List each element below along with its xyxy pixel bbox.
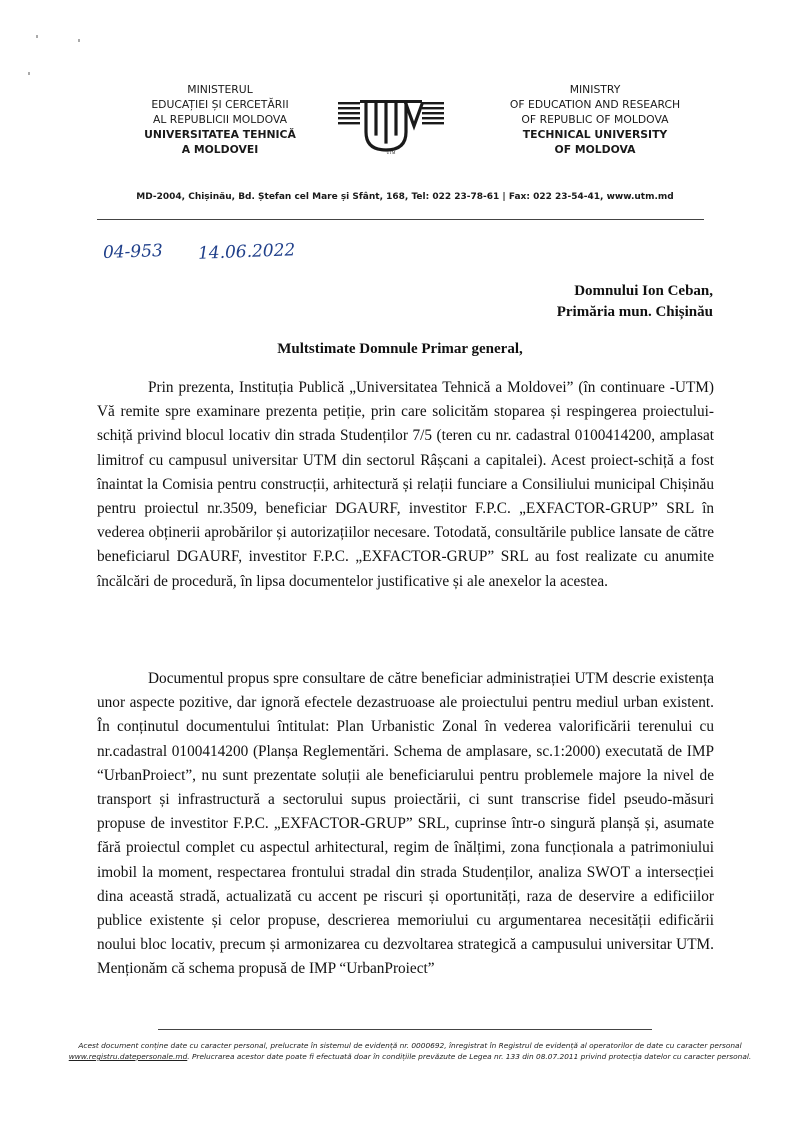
header-divider bbox=[97, 219, 704, 220]
ministry-en-line2: OF EDUCATION AND RESEARCH bbox=[509, 98, 681, 111]
footer-disclaimer bbox=[55, 1040, 765, 1062]
scan-speck bbox=[78, 39, 80, 42]
university-ro-line2: A MOLDOVEI bbox=[181, 143, 259, 156]
ministry-en-line3: OF REPUBLIC OF MOLDOVA bbox=[521, 113, 669, 126]
addressee-name: Domnului Ion Ceban, bbox=[574, 283, 713, 299]
utm-logo bbox=[336, 96, 446, 156]
addressee-institution: Primăria mun. Chișinău bbox=[556, 304, 713, 320]
ministry-ro-line3: AL REPUBLICII MOLDOVA bbox=[152, 113, 288, 126]
scan-speck bbox=[36, 35, 38, 38]
ministry-ro-line1: MINISTERUL bbox=[187, 83, 253, 96]
footer-text-1: Acest document conține date cu caracter personal, prelucrate în sistemul de evidență nr. 0000692, înregistrat în Registrul de evidență al operatorilor de date cu caracter personal bbox=[78, 1041, 742, 1050]
logo-text: UTM bbox=[386, 150, 396, 155]
university-ro-line1: UNIVERSITATEA TEHNICĂ bbox=[144, 128, 296, 141]
header-left-block bbox=[120, 82, 320, 157]
body-paragraph-2: Documentul propus spre consultare de către beneficiar administrației UTM descrie existența unor aspecte pozitive, dar ignoră efectele dezastruoase ale proiectului pentru mediul urban existent. În conținutul documentului întitulat: Plan Urbanistic Zonal în vederea valorificării terenului cu nr.cadastral 0100414200 (Planșa Reglementări. Schema de amplasare, sc.1:2000) executată de IMP “UrbanProiect”, nu sunt prezentate soluții ale beneficiarului pentru problemele majore la nivel de transport și infrastructură a sectorului supus proiectării, ci sunt transcrise fidel pseudo-măsuri propuse de investitor F.P.C. „EXFACTOR-GRUP” SRL, cuprinse într-o singură planșă și, asumate fără proiectul complet cu aspectul arhitectural, regim de înălțimi, zona funcționala a patrimoniului imobil la moment, respectarea frontului stradal din strada Studenților, analiza SWOT a intersecției dina această stradă, actualizată cu accent pe riscuri și oportunități, raza de deservire a edificiilor publice existente și celor propuse, descrierea memoriului cu argumentarea necesității edificării noului bloc locativ, precum și armonizarea cu dezvoltarea strategică a campusului universitar UTM. Menționăm că schema propusă de IMP “UrbanProiect” bbox=[97, 670, 714, 978]
ministry-en-line1: MINISTRY bbox=[569, 83, 621, 96]
registration-date: 14.06.2022 bbox=[197, 240, 296, 264]
footer-divider bbox=[158, 1029, 652, 1030]
footer-link[interactable]: www.registru.datepersonale.md bbox=[68, 1052, 188, 1061]
header-right-block bbox=[480, 82, 710, 157]
scan-speck bbox=[28, 72, 30, 75]
institution-address: MD-2004, Chișinău, Bd. Ștefan cel Mare și Sfânt, 168, Tel: 022 23-78-61 | Fax: 022 23-54-41, www.utm.md bbox=[136, 192, 674, 202]
university-en-line1: TECHNICAL UNIVERSITY bbox=[522, 128, 668, 141]
ministry-ro-line2: EDUCAȚIEI ȘI CERCETĂRII bbox=[151, 98, 289, 111]
footer-text-2: . Prelucrarea acestor date poate fi efectuată doar în condițiile prevăzute de Legea nr. 133 din 08.07.2011 privind protecția datelor cu caracter personal. bbox=[187, 1052, 752, 1061]
university-en-line2: OF MOLDOVA bbox=[554, 143, 636, 156]
salutation: Multstimate Domnule Primar general, bbox=[277, 341, 523, 357]
body-paragraph-1: Prin prezenta, Instituția Publică „Universitatea Tehnică a Moldovei” (în continuare -UTM) Vă remite spre examinare prezenta petiție, prin care solicităm stoparea și respingerea proiectului-schiță privind blocul locativ din strada Studenților 7/5 (teren cu nr. cadastral 0100414200, amplasat limitrof cu campusul universitar UTM din sectorul Râșcani a capitalei). Acest proiect-schiță a fost înaintat la Comisia pentru construcții, arhitectură și relații funciare a Consiliului municipal Chișinău pentru proiectul nr.3509, beneficiar DGAURF, investitor F.P.C. „EXFACTOR-GRUP” SRL în vederea obținerii aprobărilor și autorizațiilor necesare. Totodată, consultările publice lansate de către beneficiarul DGAURF, investitor F.P.C. „EXFACTOR-GRUP” SRL au fost realizate cu anumite încălcări de procedură, în lipsa documentelor justificative și ale anexelor la acestea. bbox=[97, 379, 714, 590]
registration-number: 04-953 bbox=[102, 240, 164, 264]
